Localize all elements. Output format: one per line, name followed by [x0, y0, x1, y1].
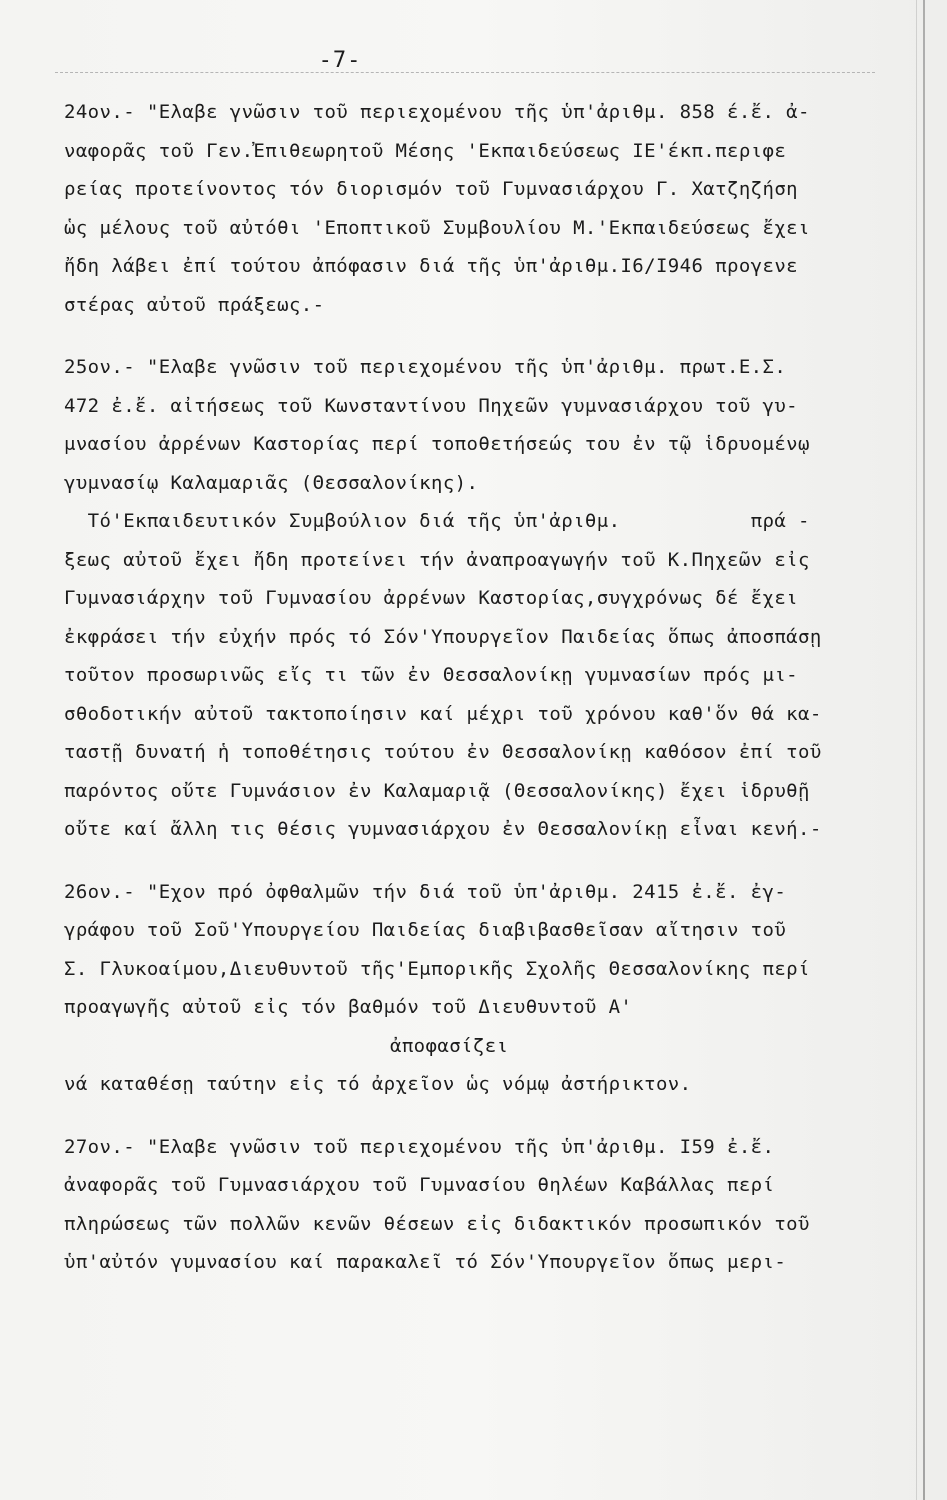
text-line: παρόντος οὔτε Γυμνάσιον ἐν Καλαμαριᾷ (Θεσσαλονίκης) ἔχει ἱδρυθῇ	[64, 779, 810, 802]
text-line: ὡς μέλους τοῦ αὐτόθι 'Εποπτικοῦ Συμβουλίου Μ.'Εκπαιδεύσεως ἔχει	[64, 216, 810, 239]
text-line: 24ον.- "Ελαβε γνῶσιν τοῦ περιεχομένου τῆς ὑπ'ἀριθμ. 858 έ.ἔ. ἀ-	[64, 101, 810, 123]
text-line: ρείας προτείνοντος τόν διορισμόν τοῦ Γυμνασιάρχου Γ. Χατζηζήση	[64, 178, 799, 200]
binding-edge	[923, 0, 925, 1500]
paragraph-26	[64, 873, 894, 1104]
decision-text: νά καταθέσῃ ταύτην εἰς τό ἀρχεῖον ὡς νόμῳ ἀστήρικτον.	[64, 1073, 692, 1095]
text-line: οὔτε καί ἄλλη τις θέσις γυμνασιάρχου ἐν Θεσσαλονίκῃ εἶναι κενή.-	[64, 818, 822, 840]
paragraph-24	[64, 93, 894, 324]
text-line: 25ον.- "Ελαβε γνῶσιν τοῦ περιεχομένου τῆς ὑπ'ἀριθμ. πρωτ.Ε.Σ.	[64, 356, 787, 378]
page-number: -7-	[318, 48, 362, 73]
text-line: ξεως αὐτοῦ ἔχει ἤδη προτείνει τήν ἀναπροαγωγήν τοῦ Κ.Πηχεῶν εἰς	[64, 548, 810, 571]
text-line: ἐκφράσει τήν εὐχήν πρός τό Σόν'Υπουργεῖον Παιδείας ὅπως ἀποσπάσῃ	[64, 625, 822, 648]
text-line: Σ. Γλυκοαίμου,Διευθυντοῦ τῆς'Εμπορικῆς Σχολῆς Θεσσαλονίκης περί	[64, 957, 810, 980]
text-line: γυμνασίῳ Καλαμαριᾶς (Θεσσαλονίκης).	[64, 471, 479, 494]
text-line: προαγωγῆς αὐτοῦ εἰς τόν βαθμόν τοῦ Διευθυντοῦ Α'	[64, 996, 633, 1018]
text-line: ὑπ'αὐτόν γυμνασίου καί παρακαλεῖ τό Σόν'Υπουργεῖον ὅπως μερι-	[64, 1251, 787, 1273]
text-line: ἀναφορᾶς τοῦ Γυμνασιάρχου τοῦ Γυμνασίου θηλέων Καβάλλας περί	[64, 1174, 775, 1196]
text-line: τοῦτον προσωρινῶς εἴς τι τῶν ἐν Θεσσαλονίκῃ γυμνασίων πρός μι-	[64, 664, 799, 686]
text-line: σθοδοτικήν αὐτοῦ τακτοποίησιν καί μέχρι τοῦ χρόνου καθ'ὅν θά κα-	[64, 702, 822, 725]
text-line: ἤδη λάβει ἐπί τούτου ἀπόφασιν διά τῆς ὑπ'ἀριθμ.I6/I946 προγενε	[64, 255, 799, 277]
text-line: 472 ἐ.ἔ. αἰτήσεως τοῦ Κωνσταντίνου Πηχεῶν γυμνασιάρχου τοῦ γυ-	[64, 394, 799, 417]
binding-edge-inner	[916, 0, 917, 1500]
text-line: πληρώσεως τῶν πολλῶν κενῶν θέσεων εἰς διδακτικόν προσωπικόν τοῦ	[64, 1212, 810, 1235]
text-line: ταστῇ δυνατή ἡ τοποθέτησις τούτου ἐν Θεσσαλονίκῃ καθόσον ἐπί τοῦ	[64, 741, 822, 763]
text-line: Τό'Εκπαιδευτικόν Συμβούλιον διά τῆς ὑπ'ἀριθμ. πρά -	[64, 510, 810, 532]
paragraph-27	[64, 1128, 894, 1282]
decision-heading: ἀποφασίζει	[390, 1034, 509, 1057]
text-line: γράφου τοῦ Σοῦ'Υπουργείου Παιδείας διαβιβασθεῖσαν αἴτησιν τοῦ	[64, 919, 787, 941]
text-line: στέρας αὐτοῦ πράξεως.-	[64, 293, 325, 316]
text-line: μνασίου ἀρρένων Καστορίας περί τοποθετήσεώς του ἐν τῷ ἱδρυομένῳ	[64, 433, 810, 455]
text-line: Γυμνασιάρχην τοῦ Γυμνασίου ἀρρένων Καστορίας,συγχρόνως δέ ἔχει	[64, 587, 799, 609]
paragraph-25	[64, 348, 894, 849]
text-line: 26ον.- "Εχον πρό ὀφθαλμῶν τήν διά τοῦ ὑπ'ἀριθμ. 2415 ἐ.ἔ. ἐγ-	[64, 880, 787, 903]
text-line: ναφορᾶς τοῦ Γεν.Ἐπιθεωρητοῦ Μέσης 'Εκπαιδεύσεως ΙΕ'έκπ.περιφε	[64, 139, 787, 162]
document-body	[64, 93, 894, 1282]
text-line: 27ον.- "Ελαβε γνῶσιν τοῦ περιεχομένου τῆς ὑπ'ἀριθμ. I59 ἐ.ἔ.	[64, 1135, 775, 1158]
